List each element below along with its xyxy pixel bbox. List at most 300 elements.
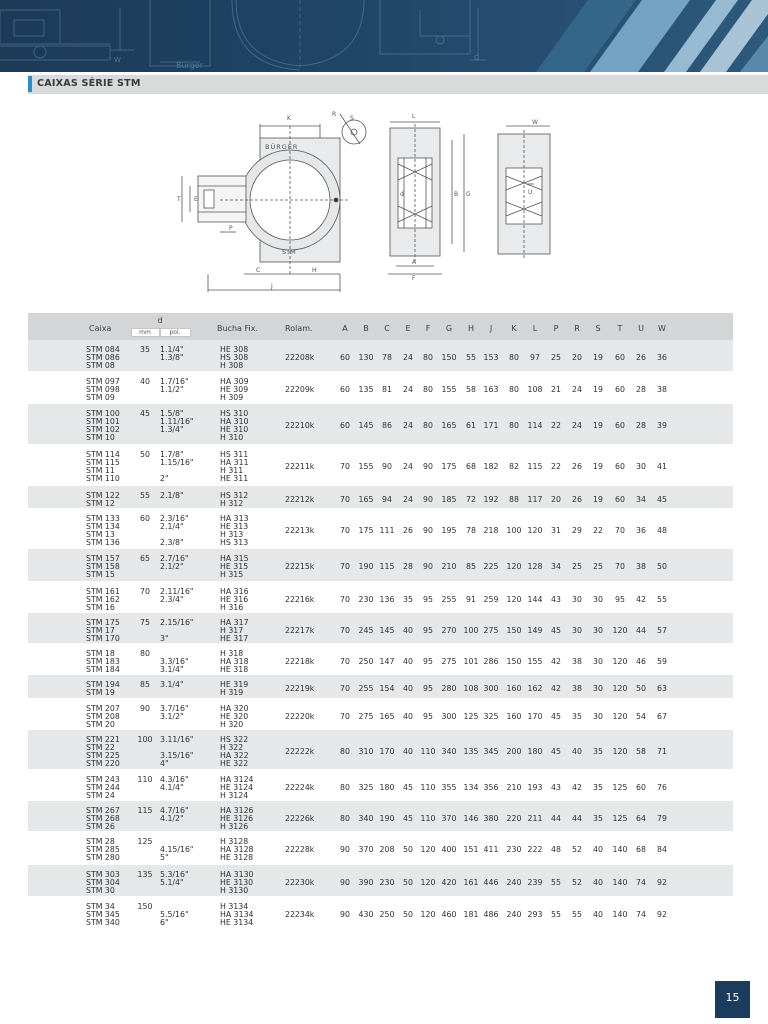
- bore-inch-list: 3.11/16" 3.15/16" 4": [160, 735, 194, 768]
- dim-j: 225: [483, 562, 499, 571]
- dim-e: 40: [403, 747, 413, 756]
- dim-l: 128: [527, 562, 543, 571]
- dim-t: 60: [615, 462, 625, 471]
- dim-t: 140: [612, 910, 628, 919]
- dim-c: 78: [382, 353, 392, 362]
- dim-l: 149: [527, 626, 543, 635]
- dim-b: 340: [358, 814, 374, 823]
- dim-e: 40: [403, 657, 413, 666]
- dim-u: 26: [636, 353, 646, 362]
- dim-j: 300: [483, 684, 499, 693]
- dim-u: 58: [636, 747, 646, 756]
- dim-e: 50: [403, 878, 413, 887]
- dim-t: 60: [615, 495, 625, 504]
- dim-p: 34: [551, 562, 561, 571]
- dim-c: 154: [379, 684, 395, 693]
- caixa-list: STM 18 STM 183 STM 184: [86, 649, 120, 674]
- dim-a: 70: [340, 595, 350, 604]
- dim-w: 36: [657, 353, 667, 362]
- header-rolam: Rolam.: [285, 324, 313, 333]
- dim-b: 175: [358, 526, 374, 535]
- side-view: [498, 126, 550, 260]
- bearing-ref: 22215k: [285, 562, 315, 571]
- header-dim-k: K: [511, 324, 517, 333]
- dim-u: 74: [636, 878, 646, 887]
- dim-s: 19: [593, 421, 603, 430]
- bore-mm-list: 115: [137, 806, 153, 815]
- bore-inch-list: 2.11/16" 2.3/4": [160, 587, 194, 604]
- dim-b: 135: [358, 385, 374, 394]
- dim-f: 95: [423, 657, 433, 666]
- dim-h: 100: [463, 626, 479, 635]
- dim-g: 420: [441, 878, 457, 887]
- dim-p: 45: [551, 712, 561, 721]
- header-dim-e: E: [405, 324, 411, 333]
- label-s: S: [350, 115, 354, 122]
- header-pol: pol.: [169, 329, 181, 336]
- caixa-list: STM 161 STM 162 STM 16: [86, 587, 120, 612]
- dim-h: 58: [466, 385, 476, 394]
- bore-mm-list: 85: [140, 680, 150, 689]
- dim-r: 38: [572, 657, 582, 666]
- bore-mm-list: 90: [140, 704, 150, 713]
- bucha-list: HE 308 HS 308 H 308: [220, 345, 249, 370]
- dim-s: 30: [593, 595, 603, 604]
- dim-t: 60: [615, 421, 625, 430]
- dim-u: 28: [636, 385, 646, 394]
- dim-k: 82: [509, 462, 519, 471]
- dim-b: 145: [358, 421, 374, 430]
- dim-u: 42: [636, 595, 646, 604]
- header-dim-a: A: [342, 324, 348, 333]
- dim-w: 59: [657, 657, 667, 666]
- dim-s: 19: [593, 353, 603, 362]
- dim-e: 24: [403, 385, 413, 394]
- header-dim-h: H: [467, 324, 475, 333]
- dim-r: 30: [572, 595, 582, 604]
- dim-r: 52: [572, 845, 582, 854]
- dim-t: 120: [612, 712, 628, 721]
- dim-u: 44: [636, 626, 646, 635]
- dim-r: 44: [572, 814, 582, 823]
- dim-r: 52: [572, 878, 582, 887]
- bearing-ref: 22208k: [285, 353, 315, 362]
- dim-r: 26: [572, 462, 582, 471]
- dim-s: 25: [593, 562, 603, 571]
- dim-k: 100: [506, 526, 522, 535]
- dim-a: 60: [340, 421, 350, 430]
- dim-s: 30: [593, 626, 603, 635]
- dim-w: 48: [657, 526, 667, 535]
- bore-mm-list: 70: [140, 587, 150, 596]
- table-row-group: [28, 445, 733, 485]
- dim-p: 20: [551, 495, 561, 504]
- caixa-list: STM 243 STM 244 STM 24: [86, 775, 120, 800]
- dim-f: 120: [420, 910, 436, 919]
- dim-g: 340: [441, 747, 457, 756]
- dim-g: 150: [441, 353, 457, 362]
- caixa-list: STM 157 STM 158 STM 15: [86, 554, 120, 579]
- dim-h: 61: [466, 421, 476, 430]
- dim-h: 78: [466, 526, 476, 535]
- dim-j: 345: [483, 747, 499, 756]
- dim-p: 44: [551, 814, 561, 823]
- dim-c: 208: [379, 845, 395, 854]
- dim-g: 185: [441, 495, 457, 504]
- dim-t: 120: [612, 684, 628, 693]
- caixa-list: STM 221 STM 22 STM 225 STM 220: [86, 735, 120, 768]
- caixa-list: STM 303 STM 304 STM 30: [86, 870, 120, 895]
- label-f: F: [412, 275, 416, 282]
- dim-k: 160: [506, 684, 522, 693]
- dim-b: 390: [358, 878, 374, 887]
- dim-t: 120: [612, 626, 628, 635]
- bucha-list: HA 313 HE 313 H 313 HS 313: [220, 514, 249, 547]
- dim-e: 45: [403, 783, 413, 792]
- dim-p: 22: [551, 462, 561, 471]
- dim-p: 22: [551, 421, 561, 430]
- dim-u: 34: [636, 495, 646, 504]
- bore-inch-list: 4.3/16" 4.1/4": [160, 775, 189, 792]
- header-dim-c: C: [384, 324, 390, 333]
- model-on-housing: STM: [282, 248, 296, 256]
- bore-inch-list: 4.15/16" 5": [160, 845, 194, 862]
- header-dim-g: G: [445, 324, 453, 333]
- bucha-list: H 3128 HA 3128 HE 3128: [220, 837, 254, 862]
- bore-mm-list: 35: [140, 345, 150, 354]
- label-t: T: [177, 196, 181, 203]
- dim-h: 181: [463, 910, 479, 919]
- dim-h: 151: [463, 845, 479, 854]
- dim-t: 120: [612, 747, 628, 756]
- dim-r: 26: [572, 495, 582, 504]
- dim-w: 45: [657, 495, 667, 504]
- dim-c: 147: [379, 657, 395, 666]
- dim-b: 245: [358, 626, 374, 635]
- bore-mm-list: 125: [137, 837, 153, 846]
- table-row-group: [28, 340, 733, 371]
- dim-a: 70: [340, 657, 350, 666]
- dim-g: 270: [441, 626, 457, 635]
- bucha-list: HS 312 H 312: [220, 491, 249, 508]
- dim-l: 115: [527, 462, 543, 471]
- dim-w: 84: [657, 845, 667, 854]
- dim-s: 35: [593, 747, 603, 756]
- dim-r: 40: [572, 747, 582, 756]
- bore-inch-list: 3.3/16" 3.1/4": [160, 657, 189, 674]
- bearing-ref: 22216k: [285, 595, 315, 604]
- bore-mm-list: 55: [140, 491, 150, 500]
- dim-e: 45: [403, 814, 413, 823]
- caixa-list: STM 133 STM 134 STM 13 STM 136: [86, 514, 120, 547]
- caixa-list: STM 097 STM 098 STM 09: [86, 377, 120, 402]
- dim-e: 26: [403, 526, 413, 535]
- dim-a: 70: [340, 626, 350, 635]
- dim-l: 170: [527, 712, 543, 721]
- dim-g: 165: [441, 421, 457, 430]
- dim-s: 35: [593, 783, 603, 792]
- label-u: U: [528, 189, 533, 196]
- dim-r: 38: [572, 684, 582, 693]
- header-dim-r: R: [574, 324, 580, 333]
- bore-inch-list: 1.1/4" 1.3/8": [160, 345, 184, 362]
- dim-w: 57: [657, 626, 667, 635]
- table-row-group: [28, 372, 733, 403]
- bearing-ref: 22212k: [285, 495, 315, 504]
- dim-s: 30: [593, 657, 603, 666]
- dim-g: 400: [441, 845, 457, 854]
- dim-h: 72: [466, 495, 476, 504]
- dim-l: 155: [527, 657, 543, 666]
- dim-h: 91: [466, 595, 476, 604]
- dim-j: 486: [483, 910, 499, 919]
- dim-c: 170: [379, 747, 395, 756]
- dim-c: 81: [382, 385, 392, 394]
- dim-b: 190: [358, 562, 374, 571]
- dim-c: 115: [379, 562, 395, 571]
- dim-j: 356: [483, 783, 499, 792]
- bucha-list: H 3134 HA 3134 HE 3134: [220, 902, 254, 927]
- dim-l: 162: [527, 684, 543, 693]
- dim-b: 230: [358, 595, 374, 604]
- dim-g: 280: [441, 684, 457, 693]
- dim-f: 90: [423, 495, 433, 504]
- dim-a: 80: [340, 747, 350, 756]
- dim-l: 97: [530, 353, 540, 362]
- dim-a: 70: [340, 526, 350, 535]
- dim-p: 55: [551, 878, 561, 887]
- dim-c: 250: [379, 910, 395, 919]
- dim-r: 25: [572, 562, 582, 571]
- dim-s: 19: [593, 495, 603, 504]
- header-mm: mm: [139, 329, 151, 336]
- dim-g: 355: [441, 783, 457, 792]
- dim-b: 310: [358, 747, 374, 756]
- dim-f: 95: [423, 626, 433, 635]
- svg-text:W: W: [114, 56, 121, 64]
- bearing-ref: 22210k: [285, 421, 315, 430]
- banner-brand-watermark: Bürger: [176, 61, 203, 70]
- label-e: E: [194, 196, 198, 203]
- bore-mm-list: 75: [140, 618, 150, 627]
- dim-p: 31: [551, 526, 561, 535]
- dim-s: 40: [593, 845, 603, 854]
- dim-f: 95: [423, 712, 433, 721]
- dim-k: 120: [506, 595, 522, 604]
- dim-l: 117: [527, 495, 543, 504]
- dim-f: 110: [420, 747, 436, 756]
- dim-a: 70: [340, 562, 350, 571]
- dim-s: 30: [593, 684, 603, 693]
- dim-a: 90: [340, 878, 350, 887]
- dim-p: 55: [551, 910, 561, 919]
- dim-k: 120: [506, 562, 522, 571]
- dim-k: 80: [509, 353, 519, 362]
- dim-e: 24: [403, 495, 413, 504]
- dim-f: 110: [420, 783, 436, 792]
- bore-inch-list: 2.7/16" 2.1/2": [160, 554, 189, 571]
- dim-h: 135: [463, 747, 479, 756]
- dim-f: 90: [423, 526, 433, 535]
- header-caixa: Caixa: [89, 324, 112, 333]
- bore-mm-list: 40: [140, 377, 150, 386]
- header-dim-b: B: [363, 324, 369, 333]
- dim-k: 240: [506, 910, 522, 919]
- dim-p: 43: [551, 783, 561, 792]
- dim-h: 134: [463, 783, 479, 792]
- dim-j: 275: [483, 626, 499, 635]
- bucha-list: HS 322 H 322 HA 322 HE 322: [220, 735, 249, 768]
- bearing-ref: 22211k: [285, 462, 315, 471]
- dim-k: 80: [509, 385, 519, 394]
- dim-w: 63: [657, 684, 667, 693]
- bucha-list: HA 3126 HE 3126 H 3126: [220, 806, 254, 831]
- bucha-list: HS 311 HA 311 H 311 HE 311: [220, 450, 249, 483]
- label-b: B: [454, 191, 459, 198]
- dim-j: 218: [483, 526, 499, 535]
- bore-inch-list: 1.5/8" 1.11/16" 1.3/4": [160, 409, 194, 434]
- dim-w: 92: [657, 878, 667, 887]
- section-title: CAIXAS SÉRIE STM: [37, 78, 141, 89]
- dim-p: 45: [551, 626, 561, 635]
- dim-c: 180: [379, 783, 395, 792]
- dim-g: 255: [441, 595, 457, 604]
- dim-a: 80: [340, 814, 350, 823]
- dim-p: 25: [551, 353, 561, 362]
- bore-mm-list: 135: [137, 870, 153, 879]
- dim-k: 210: [506, 783, 522, 792]
- header-bucha: Bucha Fix.: [217, 324, 258, 333]
- header-dim-t: T: [617, 324, 623, 333]
- dim-h: 85: [466, 562, 476, 571]
- dim-c: 86: [382, 421, 392, 430]
- dim-h: 101: [463, 657, 479, 666]
- bore-inch-list: 2.3/16" 2.1/4" 2.3/8": [160, 514, 189, 547]
- bucha-list: HA 317 H 317 HE 317: [220, 618, 249, 643]
- dim-f: 80: [423, 353, 433, 362]
- dim-j: 286: [483, 657, 499, 666]
- dim-b: 325: [358, 783, 374, 792]
- dim-t: 140: [612, 845, 628, 854]
- dim-s: 40: [593, 910, 603, 919]
- bucha-list: HE 319 H 319: [220, 680, 249, 697]
- dim-g: 300: [441, 712, 457, 721]
- bore-inch-list: 3.1/4": [160, 680, 184, 689]
- dim-a: 90: [340, 910, 350, 919]
- caixa-list: STM 175 STM 17 STM 170: [86, 618, 120, 643]
- bore-inch-list: 2.1/8": [160, 491, 184, 500]
- dim-h: 146: [463, 814, 479, 823]
- bucha-list: HA 3124 HE 3124 H 3124: [220, 775, 254, 800]
- header-dim-s: S: [595, 324, 601, 333]
- dim-g: 370: [441, 814, 457, 823]
- dim-w: 50: [657, 562, 667, 571]
- dim-k: 80: [509, 421, 519, 430]
- caixa-list: STM 207 STM 208 STM 20: [86, 704, 120, 729]
- label-a: A: [412, 259, 417, 266]
- dim-w: 39: [657, 421, 667, 430]
- dim-k: 200: [506, 747, 522, 756]
- caixa-list: STM 114 STM 115 STM 11 STM 110: [86, 450, 120, 483]
- dim-f: 80: [423, 385, 433, 394]
- dim-u: 60: [636, 783, 646, 792]
- front-view: [182, 114, 366, 292]
- bore-mm-list: 100: [137, 735, 153, 744]
- dim-u: 54: [636, 712, 646, 721]
- bore-inch-list: 2.15/16" 3": [160, 618, 194, 643]
- label-j: J: [271, 283, 273, 290]
- dim-r: 35: [572, 712, 582, 721]
- dim-h: 125: [463, 712, 479, 721]
- dim-a: 70: [340, 684, 350, 693]
- caixa-list: STM 084 STM 086 STM 08: [86, 345, 120, 370]
- dim-g: 210: [441, 562, 457, 571]
- bucha-list: HS 310 HA 310 HE 310 H 310: [220, 409, 249, 442]
- dim-l: 193: [527, 783, 543, 792]
- dim-l: 180: [527, 747, 543, 756]
- dim-a: 90: [340, 845, 350, 854]
- dim-p: 42: [551, 684, 561, 693]
- dim-e: 40: [403, 626, 413, 635]
- dim-g: 175: [441, 462, 457, 471]
- dim-s: 19: [593, 385, 603, 394]
- dim-c: 145: [379, 626, 395, 635]
- section-accent-mark: [28, 76, 32, 92]
- label-p: P: [229, 225, 233, 232]
- dim-h: 161: [463, 878, 479, 887]
- dim-f: 120: [420, 878, 436, 887]
- dim-a: 80: [340, 783, 350, 792]
- dim-w: 92: [657, 910, 667, 919]
- dim-a: 70: [340, 462, 350, 471]
- dim-j: 380: [483, 814, 499, 823]
- dim-w: 38: [657, 385, 667, 394]
- bearing-ref: 22213k: [285, 526, 315, 535]
- dim-u: 30: [636, 462, 646, 471]
- dim-f: 95: [423, 595, 433, 604]
- label-r: R: [332, 111, 337, 118]
- bucha-list: HA 316 HE 316 H 316: [220, 587, 249, 612]
- dim-w: 67: [657, 712, 667, 721]
- dim-b: 155: [358, 462, 374, 471]
- dim-t: 70: [615, 562, 625, 571]
- dim-e: 24: [403, 421, 413, 430]
- dim-f: 90: [423, 462, 433, 471]
- dim-w: 41: [657, 462, 667, 471]
- label-w: W: [532, 119, 538, 126]
- caixa-list: STM 100 STM 101 STM 102 STM 10: [86, 409, 120, 442]
- dim-b: 275: [358, 712, 374, 721]
- dim-u: 38: [636, 562, 646, 571]
- dim-c: 165: [379, 712, 395, 721]
- brand-on-housing: BÜRGER: [265, 143, 299, 151]
- dim-h: 108: [463, 684, 479, 693]
- label-d: d: [400, 191, 404, 198]
- page-number: 15: [725, 991, 740, 1004]
- dim-u: 28: [636, 421, 646, 430]
- dim-w: 71: [657, 747, 667, 756]
- dim-u: 64: [636, 814, 646, 823]
- dim-b: 130: [358, 353, 374, 362]
- dim-j: 259: [483, 595, 499, 604]
- dim-s: 35: [593, 814, 603, 823]
- housing-technical-drawing: [160, 104, 580, 300]
- dim-a: 60: [340, 385, 350, 394]
- dim-r: 42: [572, 783, 582, 792]
- dim-l: 144: [527, 595, 543, 604]
- bore-mm-list: 60: [140, 514, 150, 523]
- dim-a: 60: [340, 353, 350, 362]
